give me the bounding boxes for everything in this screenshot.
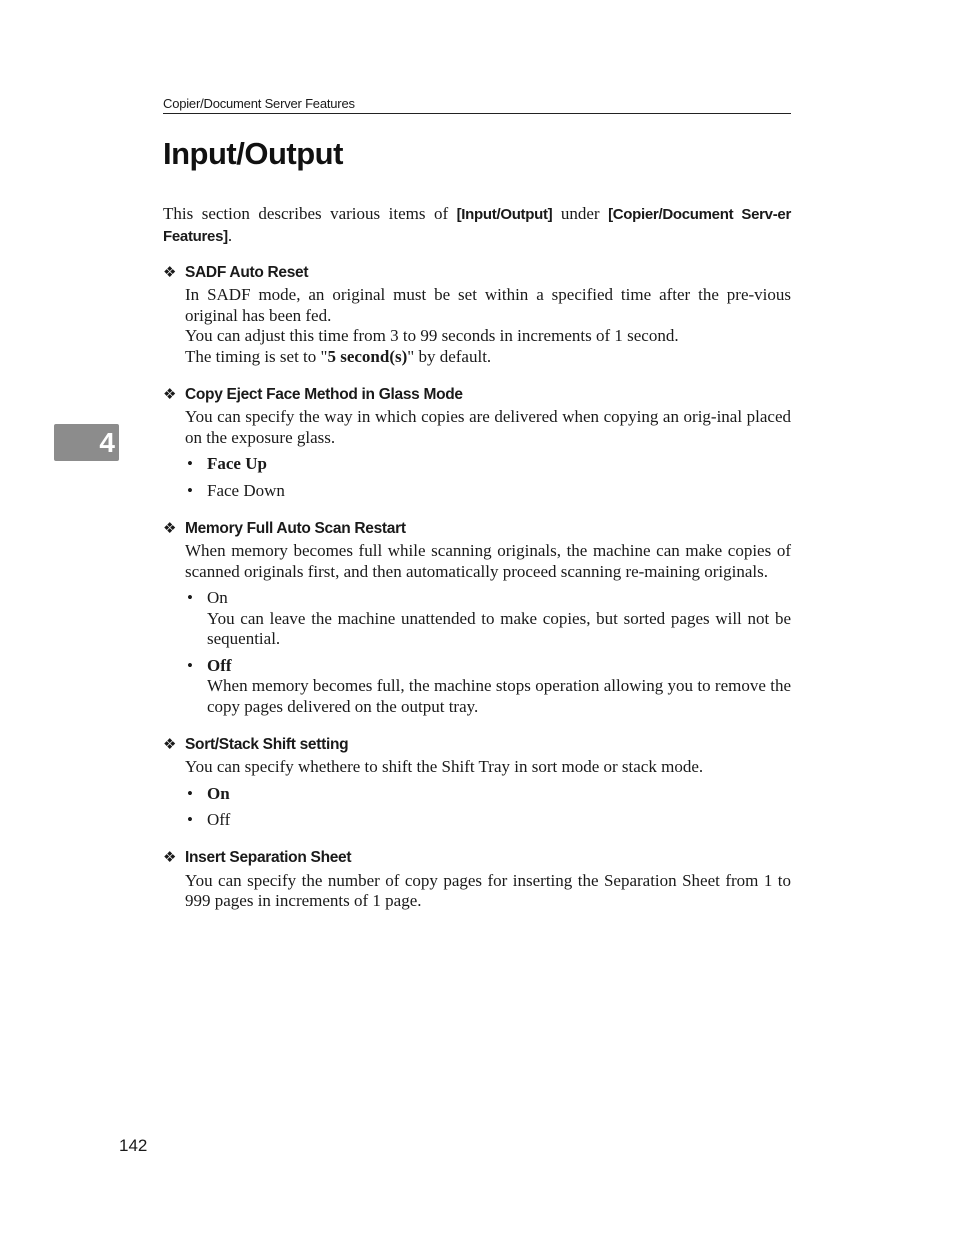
section-body bbox=[185, 407, 791, 501]
section-heading bbox=[163, 383, 791, 407]
default-value: 5 second(s) bbox=[327, 346, 408, 366]
section-paragraph: You can specify whethere to shift the Shift Tray in sort mode or stack mode. bbox=[185, 757, 704, 776]
section-heading bbox=[163, 517, 791, 541]
chapter-tab: 4 bbox=[54, 424, 119, 461]
section-paragraph: You can specify the number of copy pages for inserting the Separation Sheet from 1 to 999 pages in increments of 1 page. bbox=[185, 870, 791, 910]
option-list bbox=[185, 784, 791, 831]
intro-paragraph bbox=[163, 204, 791, 247]
bullet-icon: • bbox=[187, 588, 193, 607]
option-item bbox=[185, 784, 791, 805]
bullet-icon: • bbox=[187, 480, 193, 500]
option-description: You can leave the machine unattended to make copies, but sorted pages will not be sequential. bbox=[207, 608, 791, 648]
section-heading-text: Insert Separation Sheet bbox=[185, 849, 352, 867]
option-label-default: Off bbox=[207, 655, 232, 675]
intro-text-1: This section describes various items of bbox=[163, 204, 457, 223]
bullet-icon: • bbox=[187, 783, 193, 803]
option-item bbox=[185, 656, 791, 718]
section-paragraph: You can specify the way in which copies are delivered when copying an orig-inal placed on the exposure glass. bbox=[185, 407, 791, 447]
intro-text-3: . bbox=[227, 225, 233, 245]
section-body bbox=[185, 871, 791, 912]
diamond-bullet-icon: ❖ bbox=[163, 849, 177, 867]
section-heading-text: SADF Auto Reset bbox=[185, 263, 309, 281]
option-item bbox=[185, 481, 791, 502]
bullet-icon: • bbox=[187, 810, 193, 829]
intro-keyword-copier-features: [Copier/Document Serv-er Features] bbox=[163, 206, 791, 245]
bullet-icon: • bbox=[187, 454, 193, 473]
option-label-default: On bbox=[207, 783, 230, 803]
option-label: Off bbox=[207, 810, 231, 829]
page-content bbox=[163, 204, 791, 928]
section-copy-eject-face-method bbox=[163, 383, 791, 501]
option-item bbox=[185, 588, 791, 650]
section-heading-text: Memory Full Auto Scan Restart bbox=[185, 519, 406, 537]
diamond-bullet-icon: ❖ bbox=[163, 519, 177, 537]
default-text-pre: The timing is set to " bbox=[185, 346, 328, 366]
section-sadf-auto-reset bbox=[163, 261, 791, 367]
intro-keyword-input-output: [Input/Output] bbox=[456, 206, 553, 223]
page-title: Input/Output bbox=[163, 136, 343, 171]
intro-text-2: under bbox=[552, 204, 609, 223]
diamond-bullet-icon: ❖ bbox=[163, 735, 177, 753]
default-text-post: " by default. bbox=[407, 346, 492, 366]
section-sort-stack-shift bbox=[163, 733, 791, 831]
section-insert-separation-sheet bbox=[163, 847, 791, 912]
option-label: On bbox=[207, 588, 228, 607]
section-body bbox=[185, 757, 791, 831]
section-paragraph: In SADF mode, an original must be set within a specified time after the pre-vious original has been fed. bbox=[185, 285, 791, 325]
section-paragraph: You can adjust this time from 3 to 99 seconds in increments of 1 second. bbox=[185, 326, 679, 345]
section-heading bbox=[163, 733, 791, 757]
running-header: Copier/Document Server Features bbox=[163, 96, 791, 114]
option-label: Face Down bbox=[207, 480, 285, 500]
option-item bbox=[185, 810, 791, 831]
option-list bbox=[185, 454, 791, 501]
section-body bbox=[185, 541, 791, 717]
section-paragraph bbox=[185, 347, 791, 368]
bullet-icon: • bbox=[187, 655, 193, 675]
section-memory-full-auto-scan-restart bbox=[163, 517, 791, 717]
section-heading bbox=[163, 261, 791, 285]
diamond-bullet-icon: ❖ bbox=[163, 263, 177, 281]
diamond-bullet-icon: ❖ bbox=[163, 385, 177, 403]
section-heading-text: Sort/Stack Shift setting bbox=[185, 735, 349, 753]
section-paragraph: When memory becomes full while scanning originals, the machine can make copies of scanned originals first, and then automatically proceed scanning re-maining originals. bbox=[185, 541, 791, 581]
section-heading-text: Copy Eject Face Method in Glass Mode bbox=[185, 385, 463, 403]
page-number: 142 bbox=[119, 1136, 148, 1155]
section-heading bbox=[163, 847, 791, 871]
option-description: When memory becomes full, the machine stops operation allowing you to remove the copy pages delivered on the output tray. bbox=[207, 676, 791, 716]
option-list bbox=[185, 588, 791, 717]
option-label-default: Face Up bbox=[207, 454, 267, 473]
section-body bbox=[185, 285, 791, 367]
option-item bbox=[185, 454, 791, 475]
